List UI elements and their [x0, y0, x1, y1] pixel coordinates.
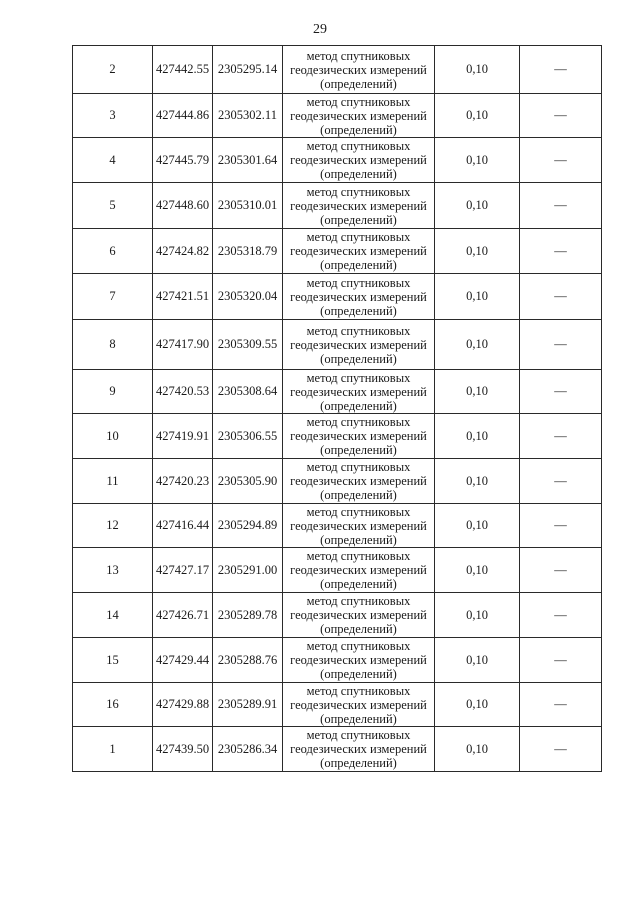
point-number: 7	[73, 274, 153, 320]
point-number: 8	[73, 320, 153, 370]
note-cell	[520, 459, 602, 504]
table-row	[73, 459, 602, 504]
method-cell	[283, 229, 435, 274]
note-cell	[520, 94, 602, 138]
method-cell	[283, 94, 435, 138]
coordinate-x: 427427.17	[153, 548, 213, 593]
note-dash: —	[554, 652, 567, 667]
note-cell	[520, 414, 602, 459]
point-number: 15	[73, 638, 153, 683]
method-cell	[283, 593, 435, 638]
point-number: 16	[73, 683, 153, 727]
note-dash: —	[554, 697, 567, 711]
method-cell	[283, 138, 435, 183]
accuracy-value: 0,10	[435, 727, 520, 772]
coordinate-y: 2305302.11	[213, 94, 283, 138]
method-line-1: метод спутниковых	[306, 230, 411, 244]
method-line-2: геодезических измерений	[290, 108, 427, 123]
note-cell	[520, 727, 602, 772]
table-row	[73, 727, 602, 772]
method-line-2: геодезических измерений	[290, 653, 427, 667]
note-dash: —	[554, 428, 567, 443]
note-cell	[520, 683, 602, 727]
table-row	[73, 94, 602, 138]
method-line-1: метод спутниковых	[306, 94, 411, 109]
coordinate-y: 2305295.14	[213, 46, 283, 94]
method-line-1: метод спутниковых	[306, 728, 411, 742]
coordinate-y: 2305288.76	[213, 638, 283, 683]
table-row	[73, 183, 602, 229]
point-number: 12	[73, 504, 153, 548]
method-line-3: (определений)	[320, 532, 397, 547]
note-dash: —	[554, 518, 567, 532]
note-dash: —	[554, 62, 567, 76]
method-line-3: (определений)	[320, 756, 397, 770]
method-line-3: (определений)	[320, 577, 397, 591]
point-number: 11	[73, 459, 153, 504]
table-row	[73, 320, 602, 370]
method-cell	[283, 320, 435, 370]
accuracy-value: 0,10	[435, 459, 520, 504]
table-row	[73, 593, 602, 638]
method-line-1: метод спутниковых	[306, 184, 411, 199]
method-cell	[283, 370, 435, 414]
coordinates-table-body	[73, 46, 602, 772]
point-number: 6	[73, 229, 153, 274]
method-line-3: (определений)	[320, 212, 397, 227]
point-number: 1	[73, 727, 153, 772]
table-row	[73, 274, 602, 320]
method-line-1: метод спутниковых	[306, 370, 411, 385]
point-number: 10	[73, 414, 153, 459]
method-line-3: (определений)	[320, 76, 397, 91]
method-line-1: метод спутниковых	[306, 48, 411, 63]
coordinate-y: 2305294.89	[213, 504, 283, 548]
method-line-2: геодезических измерений	[290, 742, 427, 756]
coordinate-y: 2305291.00	[213, 548, 283, 593]
coordinate-y: 2305301.64	[213, 138, 283, 183]
accuracy-value: 0,10	[435, 370, 520, 414]
coordinate-x: 427416.44	[153, 504, 213, 548]
coordinate-y: 2305308.64	[213, 370, 283, 414]
accuracy-value: 0,10	[435, 320, 520, 370]
coordinate-x: 427421.51	[153, 274, 213, 320]
note-cell	[520, 593, 602, 638]
coordinate-y: 2305289.78	[213, 593, 283, 638]
point-number: 14	[73, 593, 153, 638]
method-cell	[283, 638, 435, 683]
table-row	[73, 414, 602, 459]
coordinate-y: 2305289.91	[213, 683, 283, 727]
method-cell	[283, 274, 435, 320]
method-cell	[283, 414, 435, 459]
method-line-1: метод спутниковых	[306, 594, 411, 608]
point-number: 3	[73, 94, 153, 138]
accuracy-value: 0,10	[435, 46, 520, 94]
table-row	[73, 370, 602, 414]
coordinate-y: 2305305.90	[213, 459, 283, 504]
note-dash: —	[554, 289, 567, 303]
table-row	[73, 548, 602, 593]
coordinate-x: 427445.79	[153, 138, 213, 183]
note-cell	[520, 320, 602, 370]
method-line-1: метод спутниковых	[306, 549, 411, 563]
method-line-3: (определений)	[320, 351, 397, 366]
note-cell	[520, 274, 602, 320]
note-dash: —	[554, 473, 567, 488]
method-line-3: (определений)	[320, 667, 397, 681]
note-cell	[520, 548, 602, 593]
coordinate-x: 427439.50	[153, 727, 213, 772]
coordinate-x: 427444.86	[153, 94, 213, 138]
table-row	[73, 638, 602, 683]
method-line-3: (определений)	[320, 443, 397, 457]
method-line-2: геодезических измерений	[290, 563, 427, 577]
coordinate-x: 427429.44	[153, 638, 213, 683]
method-line-2: геодезических измерений	[290, 384, 427, 399]
method-line-1: метод спутниковых	[306, 504, 411, 519]
method-line-1: метод спутниковых	[306, 323, 411, 338]
method-cell	[283, 683, 435, 727]
accuracy-value: 0,10	[435, 593, 520, 638]
table-row	[73, 229, 602, 274]
point-number: 5	[73, 183, 153, 229]
accuracy-value: 0,10	[435, 414, 520, 459]
table-row	[73, 683, 602, 727]
method-line-2: геодезических измерений	[290, 474, 427, 488]
accuracy-value: 0,10	[435, 229, 520, 274]
note-dash: —	[554, 741, 567, 756]
accuracy-value: 0,10	[435, 274, 520, 320]
coordinate-y: 2305310.01	[213, 183, 283, 229]
method-line-2: геодезических измерений	[290, 608, 427, 622]
point-number: 13	[73, 548, 153, 593]
method-line-3: (определений)	[320, 167, 397, 181]
accuracy-value: 0,10	[435, 138, 520, 183]
method-line-3: (определений)	[320, 488, 397, 502]
method-line-2: геодезических измерений	[290, 337, 427, 352]
coordinate-x: 427420.23	[153, 459, 213, 504]
note-cell	[520, 504, 602, 548]
method-line-2: геодезических измерений	[290, 429, 427, 443]
note-dash: —	[554, 384, 567, 398]
accuracy-value: 0,10	[435, 683, 520, 727]
method-cell	[283, 459, 435, 504]
table-row	[73, 138, 602, 183]
accuracy-value: 0,10	[435, 638, 520, 683]
coordinate-x: 427429.88	[153, 683, 213, 727]
coordinate-x: 427426.71	[153, 593, 213, 638]
note-dash: —	[554, 108, 567, 122]
note-cell	[520, 183, 602, 229]
method-line-1: метод спутниковых	[306, 460, 411, 474]
coordinate-x: 427442.55	[153, 46, 213, 94]
method-line-3: (определений)	[320, 122, 397, 137]
note-dash: —	[554, 337, 567, 351]
coordinate-y: 2305320.04	[213, 274, 283, 320]
method-line-2: геодезических измерений	[290, 697, 427, 712]
note-dash: —	[554, 607, 567, 622]
note-cell	[520, 370, 602, 414]
method-cell	[283, 727, 435, 772]
method-cell	[283, 548, 435, 593]
note-cell	[520, 138, 602, 183]
coordinate-x: 427448.60	[153, 183, 213, 229]
coordinate-x: 427420.53	[153, 370, 213, 414]
point-number: 9	[73, 370, 153, 414]
method-line-1: метод спутниковых	[306, 415, 411, 429]
coordinates-table	[72, 45, 602, 772]
accuracy-value: 0,10	[435, 183, 520, 229]
note-cell	[520, 46, 602, 94]
coordinate-x: 427419.91	[153, 414, 213, 459]
table-row	[73, 504, 602, 548]
method-line-2: геодезических измерений	[290, 289, 427, 304]
method-line-2: геодезических измерений	[290, 62, 427, 77]
method-line-3: (определений)	[320, 303, 397, 318]
note-dash: —	[554, 243, 567, 258]
point-number: 2	[73, 46, 153, 94]
method-line-3: (определений)	[320, 711, 397, 726]
method-line-2: геодезических измерений	[290, 518, 427, 533]
accuracy-value: 0,10	[435, 548, 520, 593]
method-cell	[283, 46, 435, 94]
method-line-2: геодезических измерений	[290, 244, 427, 258]
accuracy-value: 0,10	[435, 504, 520, 548]
table-row	[73, 46, 602, 94]
coordinate-y: 2305309.55	[213, 320, 283, 370]
method-line-1: метод спутниковых	[306, 639, 411, 653]
method-line-3: (определений)	[320, 258, 397, 272]
method-line-1: метод спутниковых	[306, 139, 411, 153]
method-line-2: геодезических измерений	[290, 198, 427, 213]
note-dash: —	[554, 152, 567, 167]
point-number: 4	[73, 138, 153, 183]
page-number: 29	[313, 22, 327, 37]
coordinate-y: 2305318.79	[213, 229, 283, 274]
coordinate-x: 427424.82	[153, 229, 213, 274]
note-cell	[520, 638, 602, 683]
coordinate-y: 2305306.55	[213, 414, 283, 459]
note-dash: —	[554, 198, 567, 212]
coordinate-x: 427417.90	[153, 320, 213, 370]
method-cell	[283, 504, 435, 548]
note-cell	[520, 229, 602, 274]
method-line-1: метод спутниковых	[306, 275, 411, 290]
method-line-3: (определений)	[320, 622, 397, 636]
method-line-2: геодезических измерений	[290, 153, 427, 167]
note-dash: —	[554, 562, 567, 577]
coordinate-y: 2305286.34	[213, 727, 283, 772]
accuracy-value: 0,10	[435, 94, 520, 138]
method-cell	[283, 183, 435, 229]
method-line-3: (определений)	[320, 398, 397, 413]
method-line-1: метод спутниковых	[306, 683, 411, 698]
